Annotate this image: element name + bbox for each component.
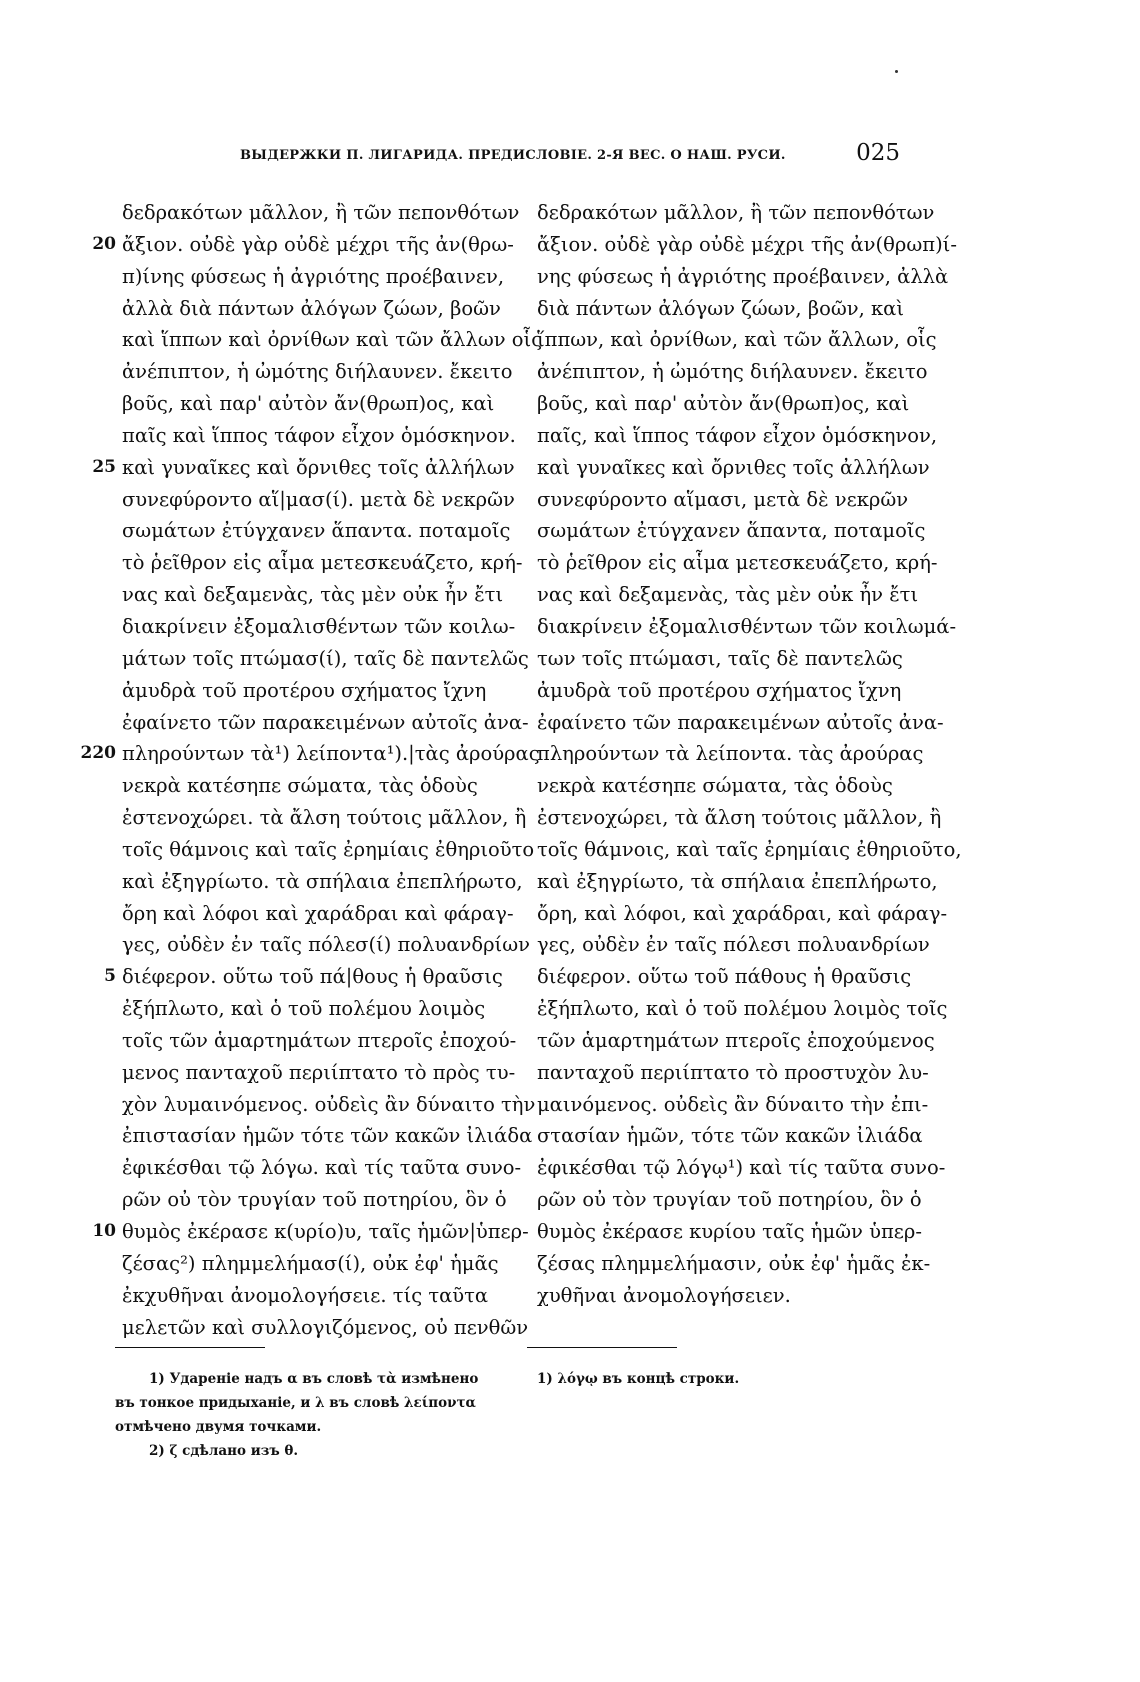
footnote-rule-right <box>527 1347 677 1348</box>
footnote-line: 1) Удареніе надъ α въ словѣ τὰ измѣнено <box>149 1371 479 1387</box>
text-line <box>104 961 512 993</box>
text-line <box>122 802 527 834</box>
line-text: ἀνέπιπτον, ἡ ὠμότης διήλαυνεν. ἔκειτο <box>122 360 513 384</box>
footnotes-left <box>115 1367 515 1463</box>
line-text: παῖς καὶ ἵππος τάφον εἶχον ὁμόσκηνον. <box>122 423 516 447</box>
line-text: ἐπιστασίαν ἡμῶν τότε τῶν κακῶν ἰλιάδα <box>122 1124 533 1148</box>
text-line <box>122 898 512 930</box>
text-line <box>122 1280 512 1312</box>
line-text: ἀλλὰ διὰ πάντων ἀλόγων ζώων, βοῶν <box>122 296 501 320</box>
text-line: ἀμυδρὰ τοῦ προτέρου σχήματος ἴχνη <box>537 678 902 702</box>
text-line <box>92 229 514 261</box>
text-line: συνεφύροντο αἵμασι, μετὰ δὲ νεκρῶν <box>537 487 909 511</box>
line-text: νεκρὰ κατέσηπε σώματα, τὰς ὁδοὺς <box>122 774 478 798</box>
line-text: ρῶν οὐ τὸν τρυγίαν τοῦ ποτηρίου, ὃν ὁ <box>122 1188 507 1212</box>
footnote-line: 1) λόγῳ въ концѣ строки. <box>537 1371 740 1387</box>
text-line: ζέσας πλημμελήμασιν, οὐκ ἐφ' ἡμᾶς ἐκ- <box>537 1251 931 1275</box>
line-text: δεδρακότων μᾶλλον, ἢ τῶν πεπονθότων <box>122 201 520 224</box>
text-line: στασίαν ἡμῶν, τότε τῶν κακῶν ἰλιάδα <box>537 1124 923 1148</box>
text-line: θυμὸς ἐκέρασε κυρίου ταῖς ἡμῶν ὑπερ- <box>537 1220 922 1243</box>
text-line: πληρούντων τὰ λείποντα. τὰς ἀρούρας <box>537 742 924 766</box>
line-text: διέφερον. οὕτω τοῦ πά|θους ἡ θραῦσις <box>122 965 503 989</box>
text-line: ρῶν οὐ τὸν τρυγίαν τοῦ ποτηρίου, ὃν ὁ <box>537 1188 922 1212</box>
text-line: γες, οὐδὲν ἐν ταῖς πόλεσι πολυανδρίων <box>537 933 930 957</box>
text-line <box>122 1057 516 1089</box>
text-line <box>122 993 512 1025</box>
text-line: διέφερον. οὕτω τοῦ πάθους ἡ θραῦσις <box>537 965 912 989</box>
text-line <box>122 1184 512 1216</box>
line-text: π)ίνης φύσεως ἡ ἀγριότης προέβαινεν, <box>122 264 505 288</box>
text-line: καὶ ἐξηγρίωτο, τὰ σπήλαια ἐπεπλήρωτο, <box>537 869 938 893</box>
text-line <box>122 197 520 229</box>
text-line: νης φύσεως ἡ ἀγριότης προέβαινεν, ἀλλὰ <box>537 264 949 288</box>
text-line: ἐφικέσθαι τῷ λόγῳ¹) καὶ τίς ταῦτα συνο- <box>537 1156 946 1180</box>
line-text: ἐστενοχώρει. τὰ ἄλση τούτοις μᾶλλον, ἢ <box>122 806 527 830</box>
line-text: τοῖς θάμνοις καὶ ταῖς ἐρημίαις ἐθηριοῦτο <box>122 837 535 861</box>
text-line <box>122 1025 517 1057</box>
line-text: βοῦς, καὶ παρ' αὐτὸν ἄν(θρωπ)ος, καὶ <box>122 392 495 416</box>
right-column-text <box>537 197 962 1312</box>
text-line <box>122 834 535 866</box>
text-line <box>122 261 512 293</box>
text-line: διακρίνειν ἐξομαλισθέντων τῶν κοιλωμά- <box>537 614 957 638</box>
text-line: των τοῖς πτώμασι, ταῖς δὲ παντελῶς <box>537 646 903 670</box>
line-number: 25 <box>92 456 116 477</box>
text-line <box>122 866 523 898</box>
line-text: τοῖς τῶν ἁμαρτημάτων πτεροῖς ἐποχού- <box>122 1028 517 1052</box>
text-line: νεκρὰ κατέσηπε σώματα, τὰς ὁδοὺς <box>537 774 893 798</box>
line-text: καὶ ἐξηγρίωτο. τὰ σπήλαια ἐπεπλήρωτο, <box>122 869 523 893</box>
line-text: ἄξιον. οὐδὲ γὰρ οὐδὲ μέχρι τῆς ἀν(θρω- <box>122 232 514 256</box>
footnote-line: въ тонкое придыханіе, и λ въ словѣ λείποντα <box>115 1395 476 1411</box>
line-text: καὶ ἵππων καὶ ὀρνίθων καὶ τῶν ἄλλων οἷς <box>122 328 543 352</box>
line-text: διακρίνειν ἐξομαλισθέντων τῶν κοιλω- <box>122 614 516 638</box>
text-line: τοῖς θάμνοις, καὶ ταῖς ἐρημίαις ἐθηριοῦτο, <box>537 837 962 861</box>
text-line <box>122 1248 512 1280</box>
line-text: ἐκχυθῆναι ἀνομολογήσειε. τίς ταῦτα <box>122 1283 489 1307</box>
line-number: 5 <box>104 966 116 987</box>
text-line <box>122 770 512 802</box>
speck-mark <box>895 70 898 73</box>
line-text: θυμὸς ἐκέρασε κ(υρίο)υ, ταῖς ἡμῶν|ὑπερ- <box>122 1220 529 1243</box>
text-line: μαινόμενος. οὐδεὶς ἂν δύναιτο τὴν ἐπι- <box>537 1092 929 1116</box>
text-line <box>122 356 512 388</box>
line-number: 10 <box>92 1221 116 1241</box>
text-line: ἀνέπιπτον, ἡ ὠμότης διήλαυνεν. ἔκειτο <box>537 360 928 384</box>
line-text: συνεφύροντο αἵ|μασ(ί). μετὰ δὲ νεκρῶν <box>122 487 515 511</box>
text-line <box>122 420 516 452</box>
line-text: ἐφικέσθαι τῷ λόγω. καὶ τίς ταῦτα συνο- <box>122 1156 522 1180</box>
line-text: ἀμυδρὰ τοῦ προτέρου σχήματος ἴχνη <box>122 678 487 702</box>
line-text: μενος πανταχοῦ περιίπτατο τὸ πρὸς τυ- <box>122 1060 516 1084</box>
line-text: καὶ γυναῖκες καὶ ὄρνιθες τοῖς ἀλλήλων <box>122 455 515 479</box>
text-line <box>122 1120 533 1152</box>
line-text: ἐφαίνετο τῶν παρακειμένων αὐτοῖς ἀνα- <box>122 710 529 734</box>
text-line <box>122 929 530 961</box>
text-line <box>122 611 516 643</box>
text-line: τὸ ῥεῖθρον εἰς αἷμα μετεσκευάζετο, κρή- <box>537 551 938 575</box>
text-line: παῖς, καὶ ἵππος τάφον εἶχον ὁμόσκηνον, <box>537 423 938 447</box>
text-line: βοῦς, καὶ παρ' αὐτὸν ἄν(θρωπ)ος, καὶ <box>537 392 910 416</box>
page-header <box>240 140 900 170</box>
line-number: 20 <box>92 233 116 254</box>
text-line <box>92 452 515 484</box>
text-line <box>80 738 540 770</box>
line-text: σωμάτων ἐτύγχανεν ἅπαντα. ποταμοῖς <box>122 519 511 543</box>
text-line: χυθῆναι ἀνομολογήσειεν. <box>537 1283 791 1307</box>
footnote-line: 2) ζ сдѣлано изъ θ. <box>149 1443 299 1459</box>
text-line <box>92 1216 529 1248</box>
text-line <box>122 515 512 547</box>
line-text: μάτων τοῖς πτώμασ(ί), ταῖς δὲ παντελῶς <box>122 646 529 670</box>
line-text: νας καὶ δεξαμενὰς, τὰς μὲν οὐκ ἦν ἔτι <box>122 583 504 607</box>
text-line: δεδρακότων μᾶλλον, ἢ τῶν πεπονθότων <box>537 201 935 224</box>
text-line: νας καὶ δεξαμενὰς, τὰς μὲν οὐκ ἦν ἔτι <box>537 583 919 607</box>
text-line <box>122 1152 522 1184</box>
text-line <box>122 484 515 516</box>
line-text: μελετῶν καὶ συλλογιζόμενος, οὐ πενθῶν <box>122 1315 529 1339</box>
line-text: ὄρη καὶ λόφοι καὶ χαράδραι καὶ φάραγ- <box>122 901 514 925</box>
text-line: ἐξήπλωτο, καὶ ὁ τοῦ πολέμου λοιμὸς τοῖς <box>537 997 948 1021</box>
text-line <box>122 675 512 707</box>
footnotes-right <box>537 1367 837 1391</box>
line-text: πληρούντων τὰ¹) λείποντα¹).|τὰς ἀρούρας <box>122 742 540 766</box>
footnote-rule-left <box>115 1347 265 1348</box>
text-line <box>122 1312 529 1344</box>
text-line <box>122 579 512 611</box>
text-line: ἐστενοχώρει, τὰ ἄλση τούτοις μᾶλλον, ἢ <box>537 806 942 830</box>
left-column-text <box>80 197 543 1343</box>
line-number: 220 <box>80 743 116 764</box>
text-line: πανταχοῦ περιίπτατο τὸ προστυχὸν λυ- <box>537 1060 929 1084</box>
text-line: διὰ πάντων ἀλόγων ζώων, βοῶν, καὶ <box>537 296 904 320</box>
text-line <box>122 707 529 739</box>
text-line <box>122 1089 536 1121</box>
text-line <box>122 547 523 579</box>
text-line: καὶ γυναῖκες καὶ ὄρνιθες τοῖς ἀλλήλων <box>537 455 930 479</box>
line-text: τὸ ῥεῖθρον εἰς αἷμα μετεσκευάζετο, κρή- <box>122 551 523 575</box>
text-line: τῶν ἁμαρτημάτων πτεροῖς ἐποχούμενος <box>537 1028 935 1052</box>
text-line: ἐφαίνετο τῶν παρακειμένων αὐτοῖς ἀνα- <box>537 710 944 734</box>
page-number: 025 <box>856 140 900 166</box>
line-text: γες, οὐδὲν ἐν ταῖς πόλεσ(ί) πολυανδρίων <box>122 933 530 957</box>
text-line: σωμάτων ἐτύγχανεν ἅπαντα, ποταμοῖς <box>537 519 926 543</box>
running-title: ВЫДЕРЖКИ П. ЛИГАРИДА. ПРЕДИСЛОВIЕ. 2-Я ВЕС. О НАШ. РУСИ. <box>240 148 786 163</box>
line-text: χὸν λυμαινόμενος. οὐδεὶς ἂν δύναιτο τὴν <box>122 1092 536 1116</box>
text-line <box>122 643 529 675</box>
text-line: ὄρη, καὶ λόφοι, καὶ χαράδραι, καὶ φάραγ- <box>537 901 948 925</box>
text-line <box>122 324 543 356</box>
text-line: ἄξιον. οὐδὲ γὰρ οὐδὲ μέχρι τῆς ἀν(θρωπ)ί- <box>537 232 957 256</box>
line-text: ἐξήπλωτο, καὶ ὁ τοῦ πολέμου λοιμὸς <box>122 997 486 1021</box>
text-line <box>122 388 512 420</box>
text-line: ἵππων, καὶ ὀρνίθων, καὶ τῶν ἄλλων, οἷς <box>537 328 937 352</box>
footnote-line: отмѣчено двумя точками. <box>115 1419 322 1435</box>
text-line <box>122 293 512 325</box>
line-text: ζέσας²) πλημμελήμασ(ί), οὐκ ἐφ' ἡμᾶς <box>122 1251 499 1275</box>
